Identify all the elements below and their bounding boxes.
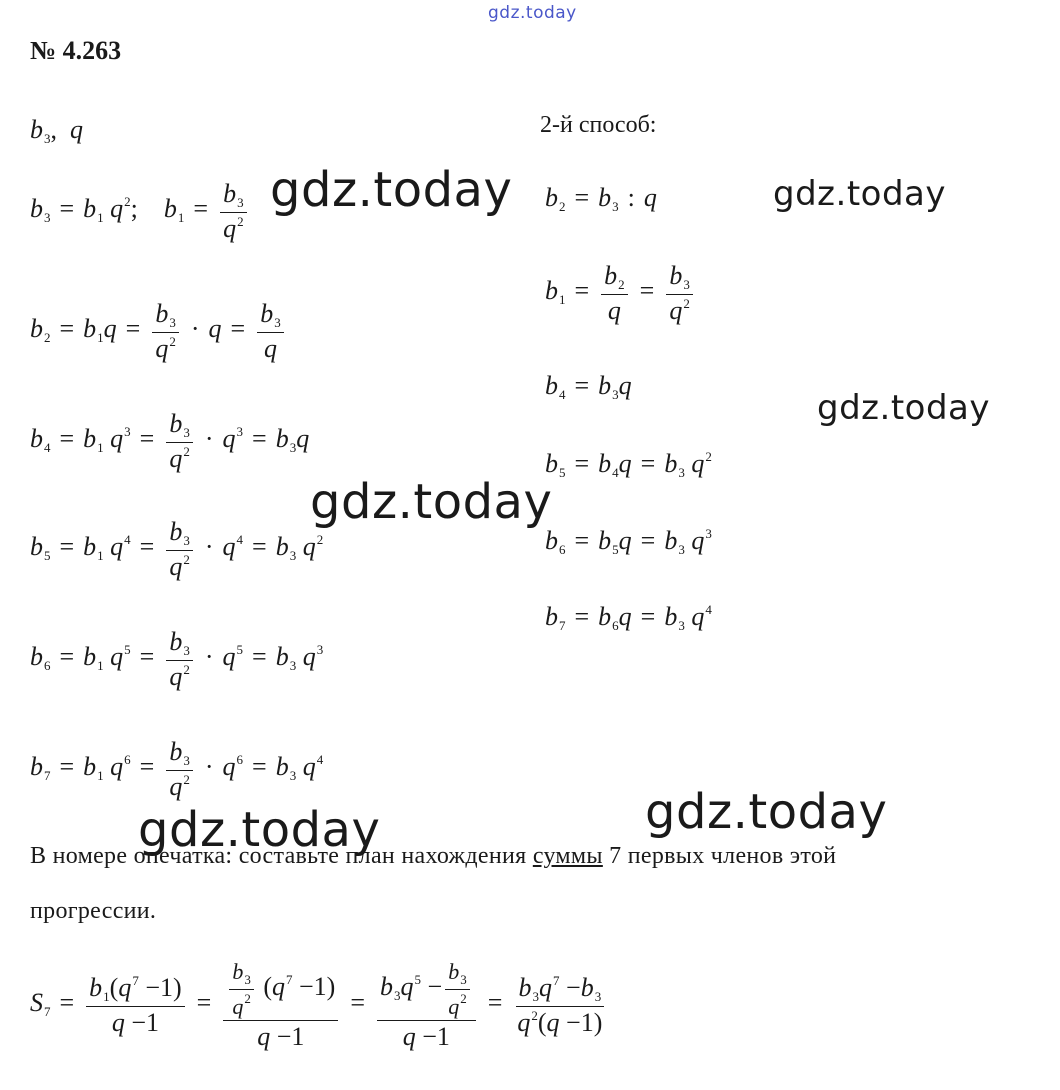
watermark-top: gdz.today — [488, 3, 577, 23]
formula-b6: $b_6 = b_1$ $q^5$ = $\frac{b_3}{q^2}$ · $q^5 = b_3$ $q^3$ — [30, 627, 324, 691]
formula-b7: $b_7 = b_1$ $q^6$ = $\frac{b_3}{q^2}$ · $q^6 = b_3$ $q^4$ — [30, 737, 324, 801]
method2-b2: $b_2 = b_3$ : q — [545, 183, 657, 214]
typo-note-end: 7 первых членов этой — [602, 843, 837, 869]
formula-b1: $b_3 = b_1$ $q^2$; $b_1$ = $\frac{b_3}{q^2}$ — [30, 180, 250, 242]
watermark: gdz.today — [138, 802, 381, 858]
typo-note-underlined: суммы — [532, 843, 603, 869]
typo-note-start: В номере опечатка: составьте план нахождения — [30, 843, 533, 869]
problem-number: № 4.263 — [30, 36, 122, 65]
watermark: gdz.today — [817, 388, 990, 428]
method2-b6: $b_6 = b_5q = b_3$ $q^3$ — [545, 526, 712, 557]
watermark: gdz.today — [270, 162, 513, 218]
watermark: gdz.today — [773, 174, 946, 214]
formula-b4: $b_4 = b_1$ $q^3$ = $\frac{b_3}{q^2}$ · $q^3 = b_3q$ — [30, 409, 310, 473]
method2-b7: $b_7 = b_6q = b_3$ $q^4$ — [545, 602, 712, 633]
sum-formula: $S_7$ = $\frac{b_1(q^7 -1)}{q -1}$ = $\frac{b_3}{q^2}$ $(q^7 -1)$ q −1 = $b_3q^5$ − $\frac{b_3}{q^2}$ q −1 = $\frac{b_3q^7 -b_3}{q^2(q -1)}$ — [30, 959, 603, 1051]
typo-note — [30, 843, 836, 870]
watermark: gdz.today — [645, 784, 888, 840]
method2-b5: $b_5 = b_4q = b_3$ $q^2$ — [545, 449, 712, 480]
given-values: $b_3$, q — [30, 115, 83, 146]
method-2-title: 2-й способ: — [540, 112, 657, 138]
watermark: gdz.today — [310, 474, 553, 530]
formula-b5: $b_5 = b_1$ $q^4$ = $\frac{b_3}{q^2}$ · $q^4 = b_3$ $q^2$ — [30, 517, 324, 581]
formula-b2: $b_2 = b_1q$ = $\frac{b_3}{q^2}$ · q = $\frac{b_3}{q}$ — [30, 300, 287, 362]
method2-b4: $b_4 = b_3q$ — [545, 371, 632, 402]
method2-b1: $b_1$ = $\frac{b_2}{q}$ = $\frac{b_3}{q^2}$ — [545, 262, 696, 324]
typo-note-line2: прогрессии. — [30, 898, 157, 924]
